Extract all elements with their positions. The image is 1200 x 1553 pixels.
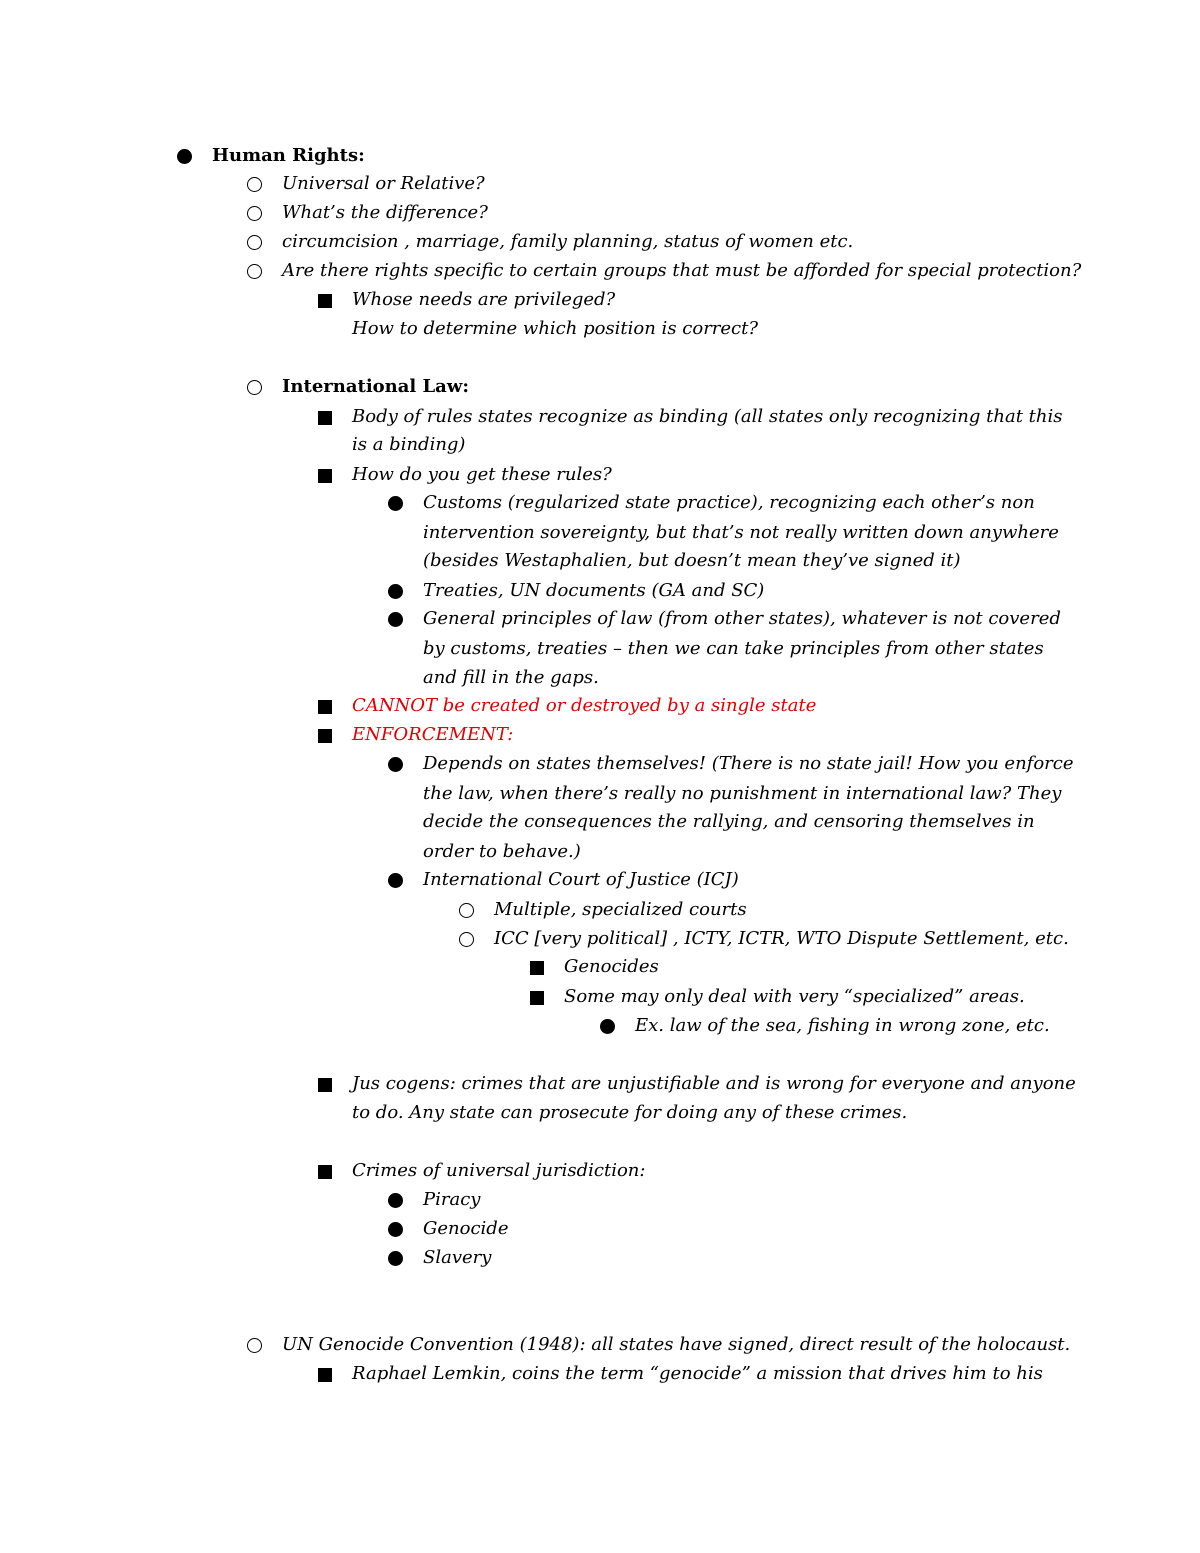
outline-line: ICC [very political] , ICTY, ICTR, WTO Dispute Settlement, etc. [494,928,1069,949]
square-bullet-icon [318,729,332,743]
outline-line: (besides Westaphalien, but doesn’t mean they’ve signed it) [423,550,961,571]
outline-line: is a binding) [352,434,466,455]
outline-line: the law, when there’s really no punishment in international law? They [423,783,1062,804]
outline-line: International Court of Justice (ICJ) [423,869,739,890]
filled-circle-bullet-icon [388,1222,403,1237]
outline-line: Raphael Lemkin, coins the term “genocide” a mission that drives him to his [352,1363,1043,1384]
outline-line: Crimes of universal jurisdiction: [352,1160,646,1181]
outline-line: by customs, treaties – then we can take principles from other states [423,638,1044,659]
outline-line: CANNOT be created or destroyed by a single state [352,695,817,716]
square-bullet-icon [318,1165,332,1179]
outline-line: to do. Any state can prosecute for doing any of these crimes. [352,1102,908,1123]
outline-line: order to behave.) [423,841,581,862]
filled-circle-bullet-icon [388,584,403,599]
outline-line: Human Rights: [212,145,365,166]
filled-circle-bullet-icon [600,1019,615,1034]
outline-line: Some may only deal with very “specialized” areas. [564,986,1025,1007]
outline-line: Whose needs are privileged? [352,289,616,310]
outline-line: Treaties, UN documents (GA and SC) [423,580,765,601]
hollow-circle-bullet-icon [247,206,262,221]
filled-circle-bullet-icon [177,149,192,164]
outline-line: Are there rights specific to certain groups that must be afforded for special protection? [282,260,1082,281]
outline-line: and fill in the gaps. [423,667,599,688]
outline-line: General principles of law (from other states), whatever is not covered [423,608,1061,629]
outline-line: Depends on states themselves! (There is no state jail! How you enforce [423,753,1074,774]
outline-line: Genocide [423,1218,509,1239]
outline-line: Piracy [423,1189,481,1210]
outline-line: How do you get these rules? [352,464,612,485]
filled-circle-bullet-icon [388,496,403,511]
square-bullet-icon [530,961,544,975]
hollow-circle-bullet-icon [459,903,474,918]
outline-line: circumcision , marriage, family planning, status of women etc. [282,231,854,252]
outline-line: How to determine which position is correct? [352,318,759,339]
outline-line: intervention sovereignty, but that’s not really written down anywhere [423,522,1059,543]
outline-line: Slavery [423,1247,492,1268]
square-bullet-icon [318,1368,332,1382]
outline-line: International Law: [282,376,469,397]
filled-circle-bullet-icon [388,1251,403,1266]
outline-line: What’s the difference? [282,202,488,223]
hollow-circle-bullet-icon [247,235,262,250]
outline-line: UN Genocide Convention (1948): all states have signed, direct result of the holocaust. [282,1334,1071,1355]
hollow-circle-bullet-icon [459,932,474,947]
outline-line: Universal or Relative? [282,173,485,194]
filled-circle-bullet-icon [388,873,403,888]
square-bullet-icon [318,700,332,714]
outline-line: ENFORCEMENT: [352,724,514,745]
outline-line: decide the consequences the rallying, and censoring themselves in [423,811,1035,832]
filled-circle-bullet-icon [388,612,403,627]
hollow-circle-bullet-icon [247,380,262,395]
square-bullet-icon [530,991,544,1005]
outline-line: Genocides [564,956,659,977]
outline-line: Body of rules states recognize as binding (all states only recognizing that this [352,406,1063,427]
filled-circle-bullet-icon [388,757,403,772]
square-bullet-icon [318,411,332,425]
outline-line: Jus cogens: crimes that are unjustifiable and is wrong for everyone and anyone [352,1073,1076,1094]
hollow-circle-bullet-icon [247,264,262,279]
square-bullet-icon [318,294,332,308]
outline-line: Customs (regularized state practice), recognizing each other’s non [423,492,1035,513]
square-bullet-icon [318,469,332,483]
outline-line: Multiple, specialized courts [494,899,747,920]
filled-circle-bullet-icon [388,1193,403,1208]
outline-line: Ex. law of the sea, fishing in wrong zone, etc. [635,1015,1050,1036]
square-bullet-icon [318,1078,332,1092]
hollow-circle-bullet-icon [247,177,262,192]
hollow-circle-bullet-icon [247,1338,262,1353]
